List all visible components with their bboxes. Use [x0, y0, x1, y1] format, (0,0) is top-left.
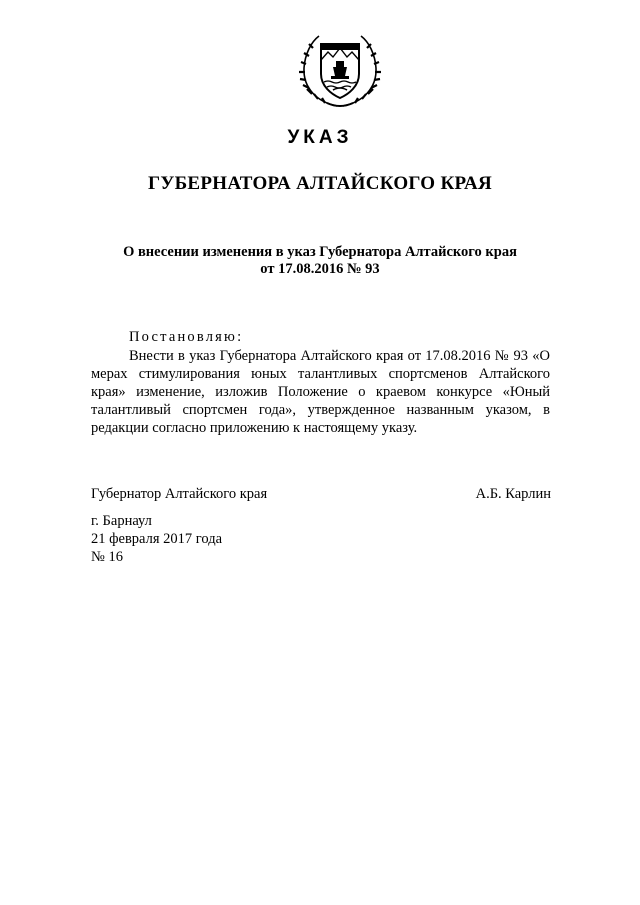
- decree-paragraph: Внести в указ Губернатора Алтайского края от 17.08.2016 № 93 «О мерах стимулирования юных талантливых спортсменов Алтайского края» изменение, изложив Положение о краевом конкурсе «Юный талантливый спортсмен года», утвержденное названным указом, в редакции согласно приложению к настоящему указу.: [91, 348, 550, 436]
- signatory-name: А.Б. Карлин: [475, 486, 551, 502]
- signatory-position: Губернатор Алтайского края: [91, 486, 268, 502]
- document-body: [91, 328, 550, 437]
- city: г. Барнаул: [91, 513, 152, 529]
- subject-line-2: от 17.08.2016 № 93: [260, 261, 380, 277]
- subject-line-1: О внесении изменения в указ Губернатора Алтайского края: [123, 244, 517, 260]
- document-type-title: УКАЗ: [287, 127, 353, 148]
- decree-number: № 16: [91, 549, 123, 565]
- document-author-title: ГУБЕРНАТОРА АЛТАЙСКОГО КРАЯ: [147, 173, 493, 194]
- altai-krai-coat-of-arms-icon: [297, 30, 383, 110]
- place-date-block: [91, 512, 222, 566]
- decree-date: 21 февраля 2017 года: [91, 531, 223, 547]
- document-subject: [80, 244, 560, 278]
- decree-word: Постановляю:: [129, 329, 244, 345]
